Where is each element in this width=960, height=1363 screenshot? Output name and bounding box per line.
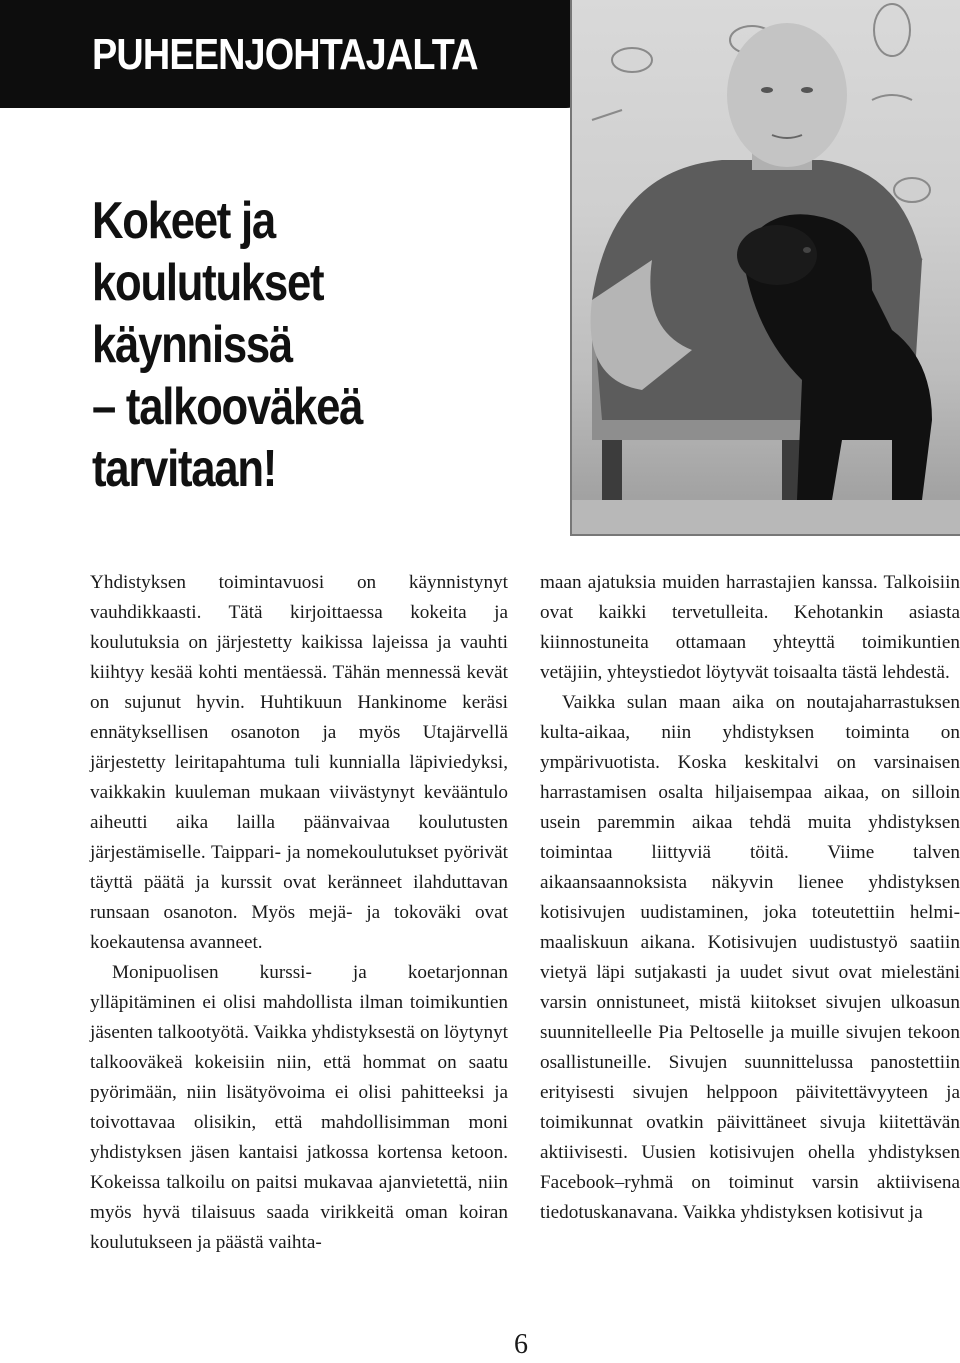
article-headline	[92, 190, 512, 500]
headline-line: tarvitaan!	[92, 440, 277, 498]
portrait-with-dog-photo	[570, 0, 960, 536]
section-title: PUHEENJOHTAJALTA	[92, 30, 478, 79]
page-number: 6	[514, 1329, 528, 1360]
headline-line: Kokeet ja	[92, 192, 275, 250]
headline-line: käynnissä	[92, 316, 292, 374]
headline-line: koulutukset	[92, 254, 324, 312]
photo-illustration	[572, 0, 960, 536]
section-banner	[0, 0, 592, 108]
headline-line: – talkooväkeä	[92, 378, 363, 436]
article-paragraph: Vaikka sulan maan aika on noutajaharrastuksen kulta-aikaa, niin yhdistyksen toiminta on ympärivuotista. Koska keskitalvi on varsinaisen harrastamisen osalta hiljaisempaa aikaa, on silloin usein paremmin aikaa tehdä muita yhdistyksen toimintaa liittyviä töitä. Viime talven aikaansaannoksista näkyvin lienee yhdistyksen kotisivujen uudistaminen, joka toteutettiin helmi-maaliskuun aikana. Kotisivujen uudistustyö saatiin vietyä läpi sutjakasti ja uudet sivut ovat mielestäni varsin onnistuneet, mistä kiitokset sivujen ulkoasun suunnitelleelle Pia Peltoselle ja muille sivujen tekoon osallistuneille. Sivujen suunnittelussa panostettiin erityisesti sivujen helppoon päivitettävyyteen ja toimikunnat ovatkin päivittäneet sivuja kiitettävän aktiivisesti. Uusien kotisivujen ohella yhdistyksen Facebook–ryhmä on toiminut varsin aktiivisena tiedotuskanavana. Vaikka yhdistyksen kotisivut ja	[540, 692, 960, 1223]
person-head	[727, 23, 847, 167]
article-paragraph: Monipuolisen kurssi- ja koetarjonnan ylläpitäminen ei olisi mahdollista ilman toimikuntien jäsenten talkootyötä. Vaikka yhdistyksestä on löytynyt talkooväkeä kokeisiin niin, että hommat on saatu pyörimään, niin lisätyövoima ei olisi pahitteeksi ja toivottavaa olisikin, että mahdollisimman moni yhdistyksen jäsen kantaisi jatkossa kortensa ketoon. Kokeissa talkoilu on paitsi mukavaa ajanvietettä, niin myös hyvä tilaisuus saada virikkeitä oman koiran koulutukseen ja päästä vaihta-	[90, 962, 508, 1253]
article-paragraph: maan ajatuksia muiden harrastajien kanssa. Talkoisiin ovat kaikki tervetulleita. Kehotankin asiasta kiinnostuneita ottamaan yhteyttä toimikuntien vetäjiin, yhteystiedot löytyvät toisaalta tästä lehdestä.	[540, 572, 960, 683]
article-column-left	[90, 568, 508, 1258]
article-column-right	[540, 568, 960, 1228]
article-paragraph: Yhdistyksen toimintavuosi on käynnistynyt vauhdikkaasti. Tätä kirjoittaessa kokeita ja koulutuksia on järjestetty kaikissa lajeissa ja vauhti kiihtyy kesää kohti mentäessä. Tähän mennessä kevät on sujunut hyvin. Huhtikuun Hankinome keräsi ennätyksellisen osanoton ja myös Utajärvellä järjestetty leiritapahtuma tuli kunnialla läpiviedyksi, vaikkakin kuuleman mukaan viivästynyt kevääntulo aiheutti aika lailla päänvaivaa koulutusten järjestämiselle. Taippari- ja nomekoulutukset pyörivät täyttä päätä ja kurssit ovat keränneet ilahduttavan runsaan osanoton. Myös mejä- ja tokoväki ovat koekautensa avanneet.	[90, 572, 508, 953]
